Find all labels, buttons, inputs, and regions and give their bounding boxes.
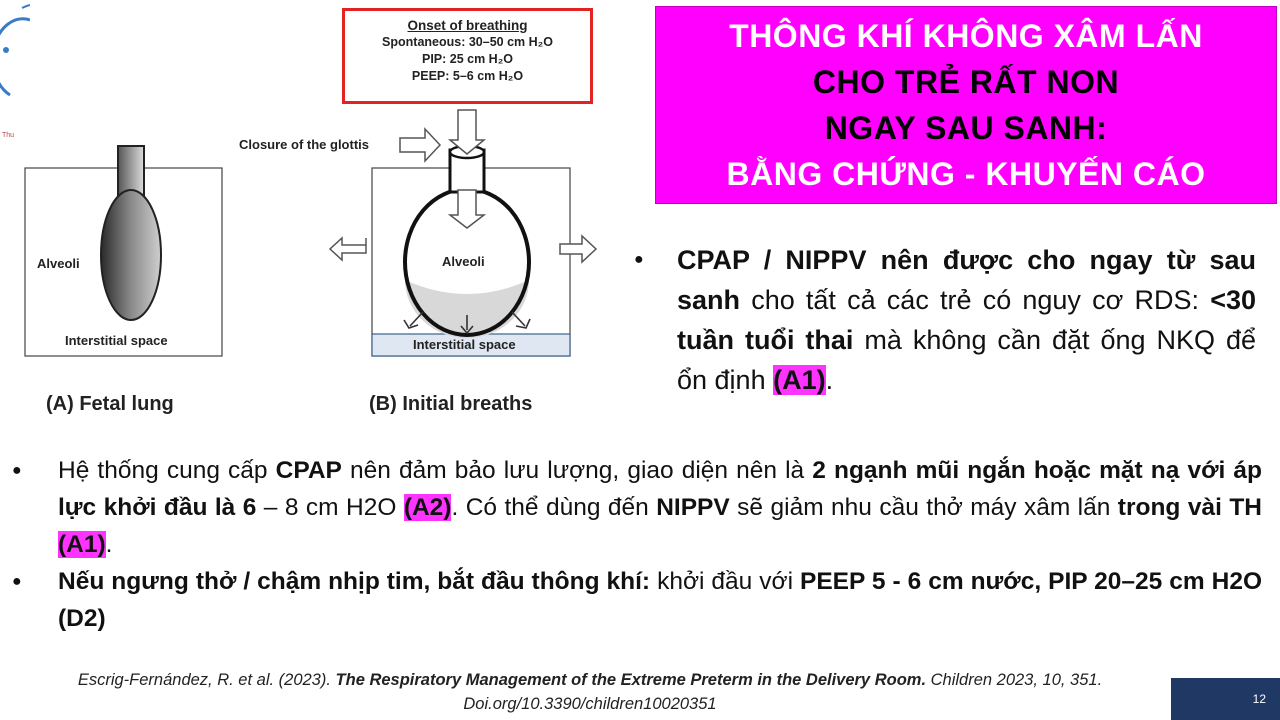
onset-breathing-box <box>342 8 593 104</box>
bullet-dot-icon: ● <box>12 462 22 479</box>
caption-fetal-lung: (A) Fetal lung <box>46 393 174 415</box>
interstitial-label-a: Interstitial space <box>65 333 168 348</box>
title-line-3: NGAY SAU SANH: <box>824 110 1108 146</box>
down-left-arrow-icon <box>410 312 423 326</box>
title-box <box>655 6 1277 204</box>
bullet-apnea-text: Nếu ngưng thở / chậm nhịp tim, bắt đầu thông khí: khởi đầu với PEEP 5 - 6 cm nước, PIP 20–25 cm H2O (D2) <box>58 568 1262 632</box>
fetal-trachea <box>118 146 144 196</box>
down-right-arrow-icon <box>512 312 525 326</box>
down-arrow-inner-icon <box>450 190 484 228</box>
alveoli-label-b: Alveoli <box>442 254 485 269</box>
bottom-bullets <box>12 452 1267 637</box>
onset-line: PEEP: 5–6 cm H₂O <box>411 69 524 83</box>
title-line-2: CHO TRẺ RẤT NON <box>812 64 1120 100</box>
right-arrow-glottis-icon <box>400 129 440 161</box>
logo-text: Thu <box>2 132 15 139</box>
onset-line: Spontaneous: 30–50 cm H₂O <box>382 35 553 49</box>
alveoli-label-a: Alveoli <box>37 256 80 271</box>
onset-line: PIP: 25 cm H₂O <box>421 52 513 66</box>
evidence-badge: (A2) <box>403 494 452 521</box>
title-line-1: THÔNG KHÍ KHÔNG XÂM LẤN <box>729 18 1203 54</box>
bullet-cpap-text: Hệ thống cung cấp CPAP nên đảm bảo lưu lượng, giao diện nên là 2 ngạnh mũi ngắn hoặc mặt nạ với áp lực khởi đầu là 6 – 8 cm H2O (A2). Có thể dùng đến NIPPV sẽ giảm nhu cầu thở máy xâm lấn trong vài TH (A1). <box>58 457 1262 558</box>
caption-initial-breaths: (B) Initial breaths <box>369 393 533 415</box>
title-line-4: BẰNG CHỨNG - KHUYẾN CÁO <box>726 156 1206 192</box>
fetal-alveoli-shape <box>101 190 161 320</box>
bullet-dot-icon: ● <box>634 251 644 268</box>
evidence-badge: (A1) <box>58 531 106 558</box>
bullet-dot-icon: ● <box>12 573 22 590</box>
bullet-apnea <box>12 563 1267 637</box>
bullet-cpap <box>12 452 1267 563</box>
onset-header: Onset of breathing <box>407 18 528 33</box>
left-arrow-icon <box>330 238 366 260</box>
right-arrow-icon <box>560 236 596 262</box>
interstitial-label-b: Interstitial space <box>413 337 516 352</box>
closure-glottis-label: Closure of the glottis <box>239 137 369 152</box>
page-number: 12 <box>1171 678 1280 720</box>
evidence-badge: (A1) <box>773 365 826 395</box>
citation: Escrig-Fernández, R. et al. (2023). The Respiratory Management of the Extreme Preterm in the Delivery Room. Children 2023, 10, 351. Doi.org/10.3390/children10020351 <box>0 668 1180 716</box>
right-bullet <box>628 240 1256 400</box>
citation-doi: Doi.org/10.3390/children10020351 <box>463 695 717 713</box>
right-bullet-text: CPAP / NIPPV nên được cho ngay từ sau sanh cho tất cả các trẻ có nguy cơ RDS: <30 tuần tuổi thai mà không cần đặt ống NKQ để ổn định (A1). <box>677 245 1256 395</box>
